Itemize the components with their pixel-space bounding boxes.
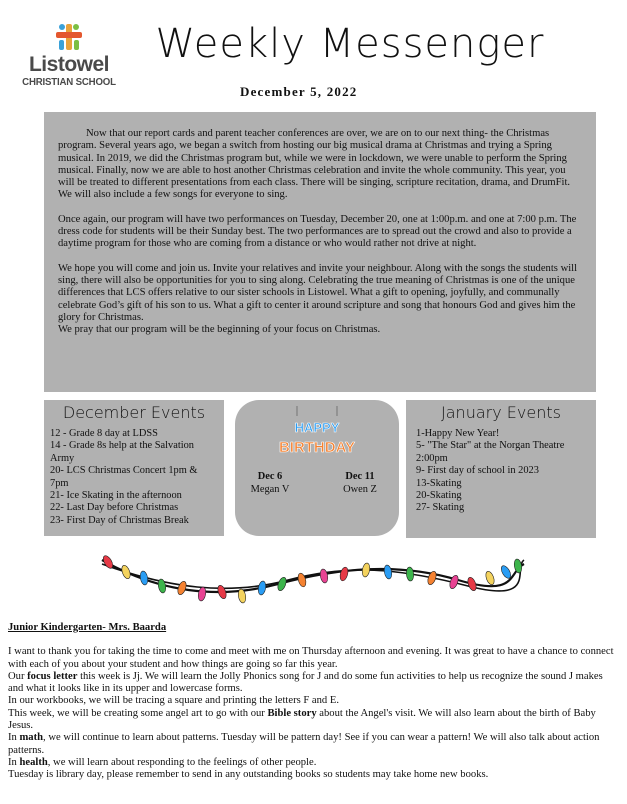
light-bulb — [120, 564, 132, 580]
event-item: 23- First Day of Christmas Break — [50, 514, 189, 526]
school-logo — [14, 22, 124, 88]
intro-paragraph: Once again, our program will have two performances on Tuesday, December 20, one at 1:00p.m. and one at 7:00 p.m. The dress code for students will be their Sunday best. The two performances are to spread out the crowd and also to provide a daytime program for those who are coming from a distance or who would rather not drive at night. — [58, 213, 577, 250]
light-bulb — [176, 580, 188, 596]
event-item: 12 - Grade 8 day at LDSS — [50, 428, 158, 439]
birthday-date: Dec 6 — [257, 471, 283, 482]
light-bulb — [484, 570, 496, 586]
logo-name: Listowel — [28, 53, 109, 76]
january-events-panel — [406, 400, 596, 538]
december-events-panel — [44, 400, 224, 536]
light-bulb — [466, 576, 478, 592]
birthday-name: Owen Z — [343, 484, 377, 495]
event-item: 20-Skating — [416, 490, 462, 502]
january-events-title: January Events — [441, 403, 561, 422]
event-item: 20- LCS Christmas Concert 1pm & 7pm — [50, 465, 198, 489]
jk-paragraph: In math, we will continue to learn about patterns. Tuesday will be pattern day! See if you can wear a pattern! We will also talk about action patterns. — [8, 732, 600, 756]
junior-kindergarten-section — [8, 622, 614, 782]
intro-paragraph: We hope you will come and join us. Invite your relatives and invite your neighbour. Along with the songs the students will sing, there will also be opportunities for you to sing along. Celebrating the true meaning of Christmas is one of the unique differences that LCS offers relative to our sister schools in Listowel. What a gift to opening, joyfully, and communally celebrate God’s gift of his son to us. What a gift to center it around scripture and song that honours God and gives him the glory for Christmas. We pray that our program will be the beginning of your focus on Christmas. — [58, 262, 578, 336]
newsletter-title: Weekly Messenger — [155, 21, 545, 67]
light-bulb — [297, 572, 308, 587]
banner-word-birthday: BIRTHDAY — [278, 439, 356, 456]
event-item: 22- Last Day before Christmas — [50, 502, 179, 514]
cross-people-icon — [54, 22, 84, 52]
intro-panel — [44, 112, 596, 392]
newsletter-date: December 5, 2022 — [240, 84, 358, 99]
light-bulb — [513, 558, 523, 573]
jk-heading: Junior Kindergarten- Mrs. Baarda — [8, 622, 167, 633]
light-bulb — [157, 578, 167, 593]
december-events-title: December Events — [62, 403, 206, 422]
light-bulb — [448, 574, 460, 590]
event-item: 27- Skating — [416, 502, 465, 514]
event-item: 21- Ice Skating in the afternoon — [50, 490, 182, 502]
december-events-list — [50, 428, 218, 527]
event-item: 1-Happy New Year! — [416, 428, 500, 439]
event-item: 14 - Grade 8s help at the Salvation Army — [50, 440, 194, 464]
light-bulb — [361, 562, 371, 577]
light-bulb — [276, 576, 288, 592]
birthday-entry — [239, 470, 301, 496]
event-item: 5- "The Star" at the Norgan Theatre 2:00pm — [416, 440, 565, 464]
event-item: 13-Skating — [416, 477, 462, 489]
january-events-list — [416, 428, 586, 515]
jk-paragraph: In health, we will learn about responding to the feelings of other people. — [8, 756, 317, 768]
jk-paragraph: This week, we will be creating some angel art to go with our Bible story about the Angel's visit. We will also learn about the birth of Baby Jesus. — [8, 707, 596, 732]
light-bulb — [257, 580, 267, 595]
banner-word-happy: HAPPY — [294, 420, 340, 435]
light-bulb — [339, 566, 350, 581]
birthday-name: Megan V — [250, 484, 290, 495]
christmas-lights-icon — [98, 542, 528, 604]
light-bulb — [216, 584, 228, 600]
event-item: 9- First day of school in 2023 — [416, 465, 539, 477]
logo-subtitle: CHRISTIAN SCHOOL — [22, 76, 116, 88]
happy-birthday-banner-icon — [275, 406, 359, 462]
jk-paragraph: I want to thank you for taking the time to come and meet with me on Thursday afternoon and evening. It was great to have a chance to connect with each of you about your student and how things are going so far this year. — [8, 646, 614, 670]
light-bulb — [319, 568, 329, 583]
birthday-entry — [329, 470, 391, 496]
light-bulb — [139, 570, 149, 585]
light-bulb — [197, 586, 207, 601]
birthday-panel — [235, 400, 399, 536]
jk-paragraph: Tuesday is library day, please remember to send in any outstanding books so students may take home new books. — [8, 769, 489, 781]
birthday-date: Dec 11 — [345, 471, 375, 482]
jk-paragraph: In our workbooks, we will be tracing a square and printing the letters F and E. — [8, 695, 339, 707]
light-bulb — [383, 564, 393, 579]
jk-paragraph: Our focus letter this week is Jj. We will learn the Jolly Phonics song for J and do some fun activities to help us recognize the sound J makes and what it looks like in its upper and lowercase forms. — [8, 670, 603, 695]
light-bulb — [406, 567, 414, 582]
intro-paragraph: Now that our report cards and parent teacher conferences are over, we are on to our next thing- the Christmas program. Several years ago, we began a switch from hosting our big musical drama at Christmas and trying a Spring musical. In 2019, we did the Christmas program but, while we were in lockdown, we were unable to perform the Spring musical. Finally, now we are able to host another Christmas celebration and invite the whole community. This year, you will be treated to different presentations from each class. There will be singing, scripture recitation, drama, and DrumFit. We will also include a few songs for everyone to sing. — [58, 128, 571, 201]
